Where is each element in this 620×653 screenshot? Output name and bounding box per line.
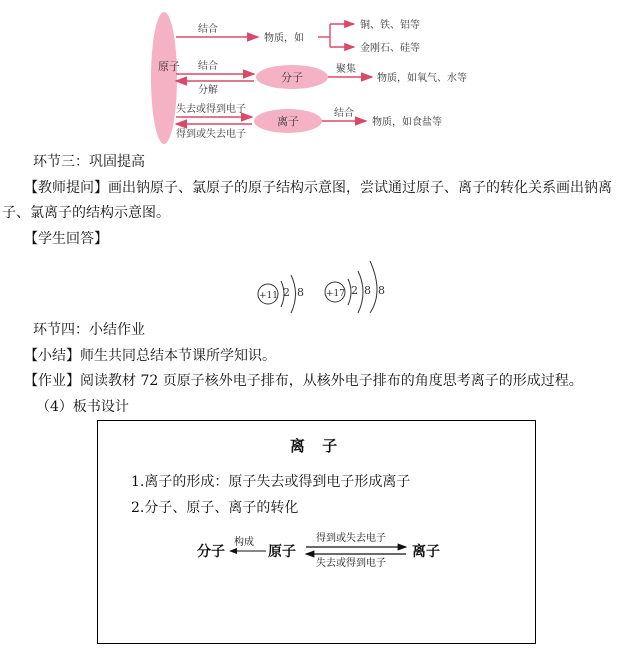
homework: 【作业】阅读教材 72 页原子核外电子排布，从核外电子排布的角度思考离子的形成过程。 [24, 373, 583, 389]
row2-mid-label: 聚集 [336, 64, 356, 75]
board-molecule: 分子 [197, 544, 225, 560]
row3-top-label: 失去或得到电子 [176, 104, 246, 115]
na-shell1: 2 [283, 286, 290, 299]
teacher-question-line1: 【教师提问】画出钠原子、氯原子的原子结构示意图，尝试通过原子、离子的转化关系画出钠离 [24, 180, 612, 196]
na-nucleus: +11 [259, 291, 278, 301]
board-design-heading: （4）板书设计 [36, 399, 129, 415]
row1-target: 物质，如 [264, 33, 304, 44]
ion-structure-diagrams [0, 255, 620, 315]
na-shell2: 8 [297, 286, 304, 299]
section4-heading: 环节四：小结作业 [33, 322, 145, 338]
concept-diagram [0, 0, 620, 150]
board-atom: 原子 [268, 544, 296, 560]
board-design-box [97, 420, 536, 644]
board-gain-lose: 得到或失去电子 [316, 533, 386, 544]
teacher-question-line2: 子、氯离子的结构示意图。 [2, 205, 170, 221]
atom-ellipse [151, 12, 177, 144]
board-lose-gain: 失去或得到电子 [316, 558, 386, 569]
row2-bottom-label: 分解 [198, 85, 218, 96]
student-answer: 【学生回答】 [24, 231, 108, 247]
cl-shell3: 8 [378, 284, 385, 297]
summary: 【小结】师生共同总结本节课所学知识。 [24, 348, 276, 364]
board-item2: 2.分子、原子、离子的转化 [131, 500, 299, 516]
cl-shell1: 2 [351, 284, 358, 297]
row2-top-label: 结合 [198, 61, 218, 72]
row1-branch-bottom: 金刚石、硅等 [360, 43, 420, 54]
board-compose: 构成 [234, 537, 254, 548]
molecule-label: 分子 [281, 71, 303, 84]
row2-target: 物质，如氧气、水等 [377, 73, 467, 84]
row1-branch-top: 铜、铁、铝等 [360, 20, 420, 31]
ion-label: 离子 [277, 115, 299, 128]
board-ion: 离子 [412, 544, 440, 560]
row3-mid-label: 结合 [334, 108, 354, 119]
board-item1: 1.离子的形成：原子失去或得到电子形成离子 [131, 474, 411, 490]
cl-shell2: 8 [364, 284, 371, 297]
atom-label: 原子 [158, 60, 180, 73]
section3-heading: 环节三：巩固提高 [33, 154, 145, 170]
board-conversion-diagram [98, 521, 537, 581]
row3-target: 物质，如食盐等 [372, 117, 442, 128]
board-title: 离 子 [289, 437, 344, 455]
row3-bottom-label: 得到或失去电子 [176, 129, 246, 140]
row1-label: 结合 [198, 24, 218, 35]
cl-nucleus: +17 [326, 289, 345, 299]
